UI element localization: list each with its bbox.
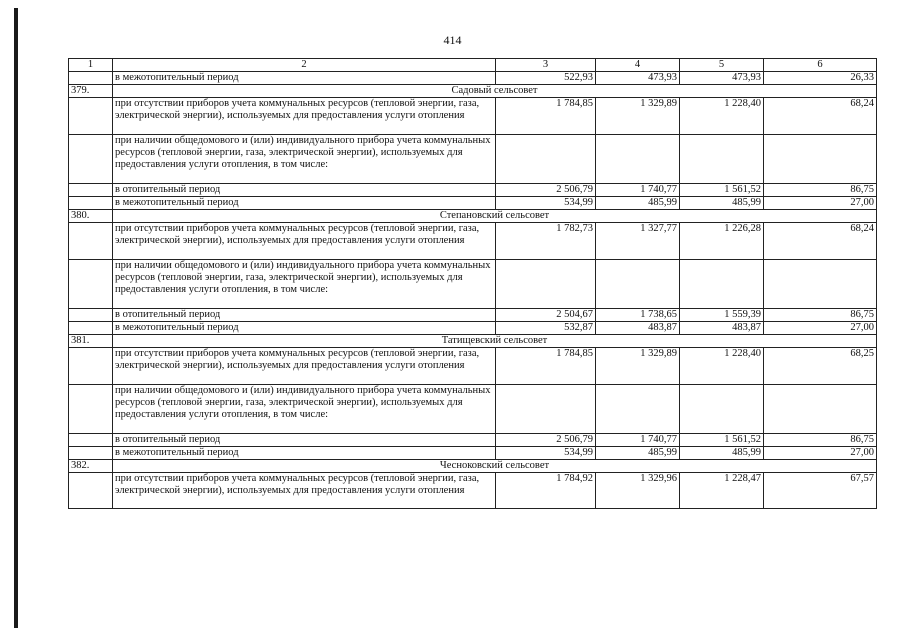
table-row	[69, 184, 877, 197]
value-cell: 68,25	[764, 348, 877, 385]
value-cell	[764, 135, 877, 184]
header-cell: 2	[113, 59, 496, 72]
value-cell: 1 561,52	[680, 184, 764, 197]
table-row	[69, 473, 877, 509]
value-cell: 1 561,52	[680, 434, 764, 447]
table-row	[69, 447, 877, 460]
label-cell: в отопительный период	[113, 184, 496, 197]
value-cell	[680, 260, 764, 309]
value-cell: 1 784,85	[496, 348, 596, 385]
table-row	[69, 223, 877, 260]
label-cell: при наличии общедомового и (или) индивидуального прибора учета коммунальных ресурсов (тепловой энергии, газа, электрической энергии), используемых для предоставления услуги отопления, в том числе:	[113, 135, 496, 184]
table-row	[69, 348, 877, 385]
value-cell	[764, 385, 877, 434]
label-cell: в межотопительный период	[113, 322, 496, 335]
label-cell: при отсутствии приборов учета коммунальных ресурсов (тепловой энергии, газа, электрической энергии), используемых для предоставления услуги отопления	[113, 473, 496, 509]
value-cell: 68,24	[764, 98, 877, 135]
value-cell: 27,00	[764, 322, 877, 335]
number-cell	[69, 473, 113, 509]
number-cell	[69, 223, 113, 260]
value-cell: 485,99	[680, 447, 764, 460]
label-cell: в отопительный период	[113, 434, 496, 447]
label-cell: при наличии общедомового и (или) индивидуального прибора учета коммунальных ресурсов (тепловой энергии, газа, электрической энергии), используемых для предоставления услуги отопления, в том числе:	[113, 260, 496, 309]
label-cell: в межотопительный период	[113, 72, 496, 85]
value-cell: 1 784,92	[496, 473, 596, 509]
header-cell: 5	[680, 59, 764, 72]
section-number: 381.	[69, 335, 113, 348]
header-cell: 3	[496, 59, 596, 72]
value-cell: 1 329,96	[596, 473, 680, 509]
scan-edge-line	[14, 8, 18, 628]
value-cell: 1 327,77	[596, 223, 680, 260]
section-title: Татищевский сельсовет	[113, 335, 877, 348]
number-cell	[69, 135, 113, 184]
value-cell: 534,99	[496, 197, 596, 210]
table-row	[69, 135, 877, 184]
table-row	[69, 260, 877, 309]
number-cell	[69, 72, 113, 85]
value-cell: 1 228,40	[680, 98, 764, 135]
value-cell: 1 784,85	[496, 98, 596, 135]
table-row	[69, 322, 877, 335]
value-cell	[496, 385, 596, 434]
label-cell: при отсутствии приборов учета коммунальных ресурсов (тепловой энергии, газа, электрической энергии), используемых для предоставления услуги отопления	[113, 98, 496, 135]
header-row	[69, 59, 877, 72]
value-cell: 1 740,77	[596, 184, 680, 197]
label-cell: в отопительный период	[113, 309, 496, 322]
section-row	[69, 460, 877, 473]
value-cell: 26,33	[764, 72, 877, 85]
number-cell	[69, 348, 113, 385]
value-cell: 473,93	[596, 72, 680, 85]
value-cell: 67,57	[764, 473, 877, 509]
value-cell	[596, 135, 680, 184]
value-cell: 1 740,77	[596, 434, 680, 447]
value-cell	[596, 385, 680, 434]
value-cell: 485,99	[680, 197, 764, 210]
value-cell: 1 228,40	[680, 348, 764, 385]
number-cell	[69, 260, 113, 309]
value-cell: 2 504,67	[496, 309, 596, 322]
header-cell: 1	[69, 59, 113, 72]
value-cell: 27,00	[764, 447, 877, 460]
section-title: Садовый сельсовет	[113, 85, 877, 98]
section-number: 380.	[69, 210, 113, 223]
value-cell: 1 559,39	[680, 309, 764, 322]
section-title: Чесноковский сельсовет	[113, 460, 877, 473]
value-cell: 1 738,65	[596, 309, 680, 322]
section-title: Степановский сельсовет	[113, 210, 877, 223]
page-number: 414	[443, 33, 462, 47]
value-cell: 1 329,89	[596, 98, 680, 135]
value-cell	[496, 260, 596, 309]
value-cell: 473,93	[680, 72, 764, 85]
number-cell	[69, 434, 113, 447]
header-cell: 6	[764, 59, 877, 72]
section-row	[69, 335, 877, 348]
section-number: 382.	[69, 460, 113, 473]
section-row	[69, 85, 877, 98]
value-cell: 532,87	[496, 322, 596, 335]
number-cell	[69, 385, 113, 434]
section-row	[69, 210, 877, 223]
value-cell	[764, 260, 877, 309]
label-cell: при отсутствии приборов учета коммунальных ресурсов (тепловой энергии, газа, электрической энергии), используемых для предоставления услуги отопления	[113, 223, 496, 260]
header-cell: 4	[596, 59, 680, 72]
number-cell	[69, 184, 113, 197]
value-cell: 534,99	[496, 447, 596, 460]
table-row	[69, 98, 877, 135]
table-row	[69, 309, 877, 322]
tariff-table	[68, 58, 877, 509]
value-cell: 1 782,73	[496, 223, 596, 260]
label-cell: в межотопительный период	[113, 447, 496, 460]
number-cell	[69, 322, 113, 335]
value-cell	[496, 135, 596, 184]
value-cell: 1 226,28	[680, 223, 764, 260]
value-cell: 522,93	[496, 72, 596, 85]
number-cell	[69, 309, 113, 322]
value-cell: 485,99	[596, 197, 680, 210]
value-cell: 86,75	[764, 309, 877, 322]
value-cell: 1 228,47	[680, 473, 764, 509]
value-cell	[680, 385, 764, 434]
value-cell	[596, 260, 680, 309]
value-cell	[680, 135, 764, 184]
table-row	[69, 434, 877, 447]
value-cell: 483,87	[680, 322, 764, 335]
number-cell	[69, 197, 113, 210]
table-row	[69, 72, 877, 85]
value-cell: 86,75	[764, 434, 877, 447]
section-number: 379.	[69, 85, 113, 98]
number-cell	[69, 98, 113, 135]
label-cell: при отсутствии приборов учета коммунальных ресурсов (тепловой энергии, газа, электрической энергии), используемых для предоставления услуги отопления	[113, 348, 496, 385]
number-cell	[69, 447, 113, 460]
value-cell: 483,87	[596, 322, 680, 335]
value-cell: 86,75	[764, 184, 877, 197]
value-cell: 2 506,79	[496, 434, 596, 447]
value-cell: 485,99	[596, 447, 680, 460]
label-cell: в межотопительный период	[113, 197, 496, 210]
table-row	[69, 385, 877, 434]
value-cell: 68,24	[764, 223, 877, 260]
table-row	[69, 197, 877, 210]
value-cell: 27,00	[764, 197, 877, 210]
value-cell: 1 329,89	[596, 348, 680, 385]
label-cell: при наличии общедомового и (или) индивидуального прибора учета коммунальных ресурсов (тепловой энергии, газа, электрической энергии), используемых для предоставления услуги отопления, в том числе:	[113, 385, 496, 434]
value-cell: 2 506,79	[496, 184, 596, 197]
